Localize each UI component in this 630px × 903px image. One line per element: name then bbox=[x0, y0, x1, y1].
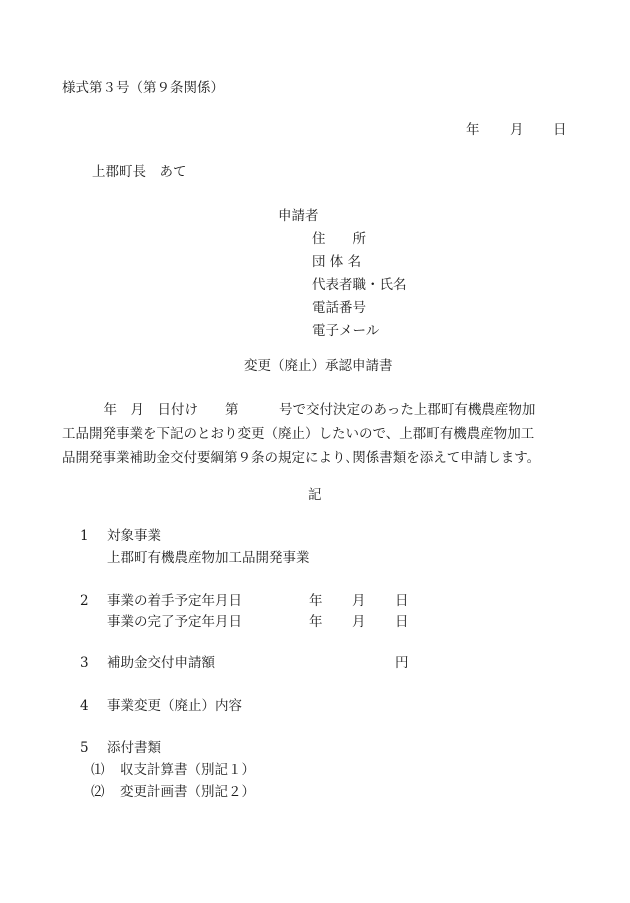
addressee: 上郡町長 あて bbox=[92, 164, 187, 180]
item-5-sub-2-number: ⑵ bbox=[91, 784, 105, 800]
applicant-email: 電子メール bbox=[312, 323, 380, 339]
body-line-1: 年 月 日付け 第 号で交付決定のあった上郡町有機農産物加 bbox=[90, 402, 536, 418]
item-4-number: 4 bbox=[80, 698, 89, 714]
applicant-address: 住 所 bbox=[312, 231, 366, 247]
ki-heading: 記 bbox=[308, 487, 322, 503]
date-day: 日 bbox=[553, 122, 567, 138]
item-3-number: 3 bbox=[80, 655, 89, 671]
item-2-end-month: 月 bbox=[352, 614, 366, 630]
item-5-title: 添付書類 bbox=[107, 740, 161, 756]
item-1-number: 1 bbox=[80, 528, 89, 544]
item-2-number: 2 bbox=[80, 593, 89, 609]
item-5-number: 5 bbox=[80, 740, 89, 756]
item-5-sub-1-number: ⑴ bbox=[91, 762, 105, 778]
date-month: 月 bbox=[510, 122, 524, 138]
body-paragraph bbox=[62, 398, 572, 470]
applicant-group-name: 団 体 名 bbox=[312, 254, 362, 270]
item-2-end-day: 日 bbox=[395, 614, 409, 630]
date-year: 年 bbox=[466, 122, 480, 138]
item-4-title: 事業変更（廃止）内容 bbox=[107, 698, 242, 714]
form-number: 様式第３号（第９条関係） bbox=[62, 80, 224, 96]
item-5-sub-1-text: 収支計算書（別記１） bbox=[120, 762, 255, 778]
body-line-2: 工品開発事業を下記のとおり変更（廃止）したいので、上郡町有機農産物加工 bbox=[62, 426, 535, 442]
item-2-start-month: 月 bbox=[352, 593, 366, 609]
item-2-title-2: 事業の完了予定年月日 bbox=[107, 614, 242, 630]
item-2-start-day: 日 bbox=[395, 593, 409, 609]
item-3-unit: 円 bbox=[395, 655, 409, 671]
item-3-title: 補助金交付申請額 bbox=[107, 655, 215, 671]
body-line-3: 品開発事業補助金交付要綱第９条の規定により､関係書類を添えて申請します。 bbox=[62, 450, 541, 466]
item-2-title: 事業の着手予定年月日 bbox=[107, 593, 242, 609]
item-1-detail: 上郡町有機農産物加工品開発事業 bbox=[107, 550, 310, 566]
item-5-sub-2-text: 変更計画書（別記２） bbox=[120, 784, 255, 800]
item-2-end-year: 年 bbox=[309, 614, 323, 630]
item-2-start-year: 年 bbox=[309, 593, 323, 609]
applicant-label: 申請者 bbox=[278, 208, 319, 224]
document-title: 変更（廃止）承認申請書 bbox=[244, 358, 393, 374]
applicant-representative: 代表者職・氏名 bbox=[312, 277, 407, 293]
item-1-title: 対象事業 bbox=[107, 528, 161, 544]
applicant-phone: 電話番号 bbox=[312, 300, 366, 316]
